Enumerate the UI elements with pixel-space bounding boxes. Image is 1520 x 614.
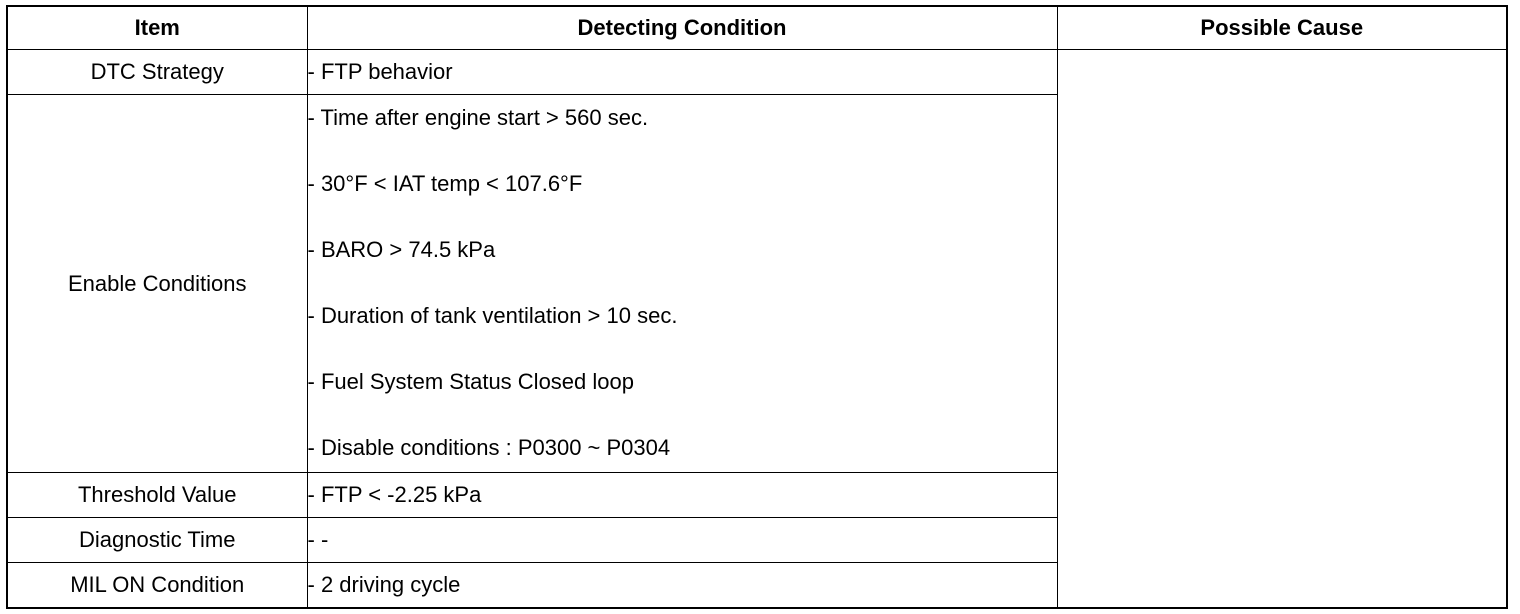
header-item: Item — [7, 6, 307, 50]
condition-line: - Duration of tank ventilation > 10 sec. — [307, 303, 678, 328]
table-row — [7, 50, 1507, 95]
condition-line: - Time after engine start > 560 sec. — [307, 105, 649, 130]
condition-line: - BARO > 74.5 kPa — [307, 237, 496, 262]
header-detecting-condition: Detecting Condition — [307, 6, 1057, 50]
item-cell: MIL ON Condition — [7, 563, 307, 608]
header-possible-cause: Possible Cause — [1057, 6, 1507, 50]
item-cell: Threshold Value — [7, 473, 307, 518]
condition-cell: - - — [307, 518, 1057, 563]
header-row — [7, 6, 1507, 50]
condition-cell: - FTP behavior — [307, 50, 1057, 95]
condition-cell — [307, 95, 1057, 473]
condition-cell: - FTP < -2.25 kPa — [307, 473, 1057, 518]
condition-line: - 30°F < IAT temp < 107.6°F — [307, 171, 583, 196]
condition-line: - Disable conditions : P0300 ~ P0304 — [307, 435, 671, 460]
item-cell: Enable Conditions — [7, 95, 307, 473]
dtc-spec-table — [6, 5, 1508, 609]
item-cell: DTC Strategy — [7, 50, 307, 95]
condition-cell: - 2 driving cycle — [307, 563, 1057, 608]
possible-cause-cell — [1057, 50, 1507, 608]
item-cell: Diagnostic Time — [7, 518, 307, 563]
condition-line: - Fuel System Status Closed loop — [307, 369, 634, 394]
